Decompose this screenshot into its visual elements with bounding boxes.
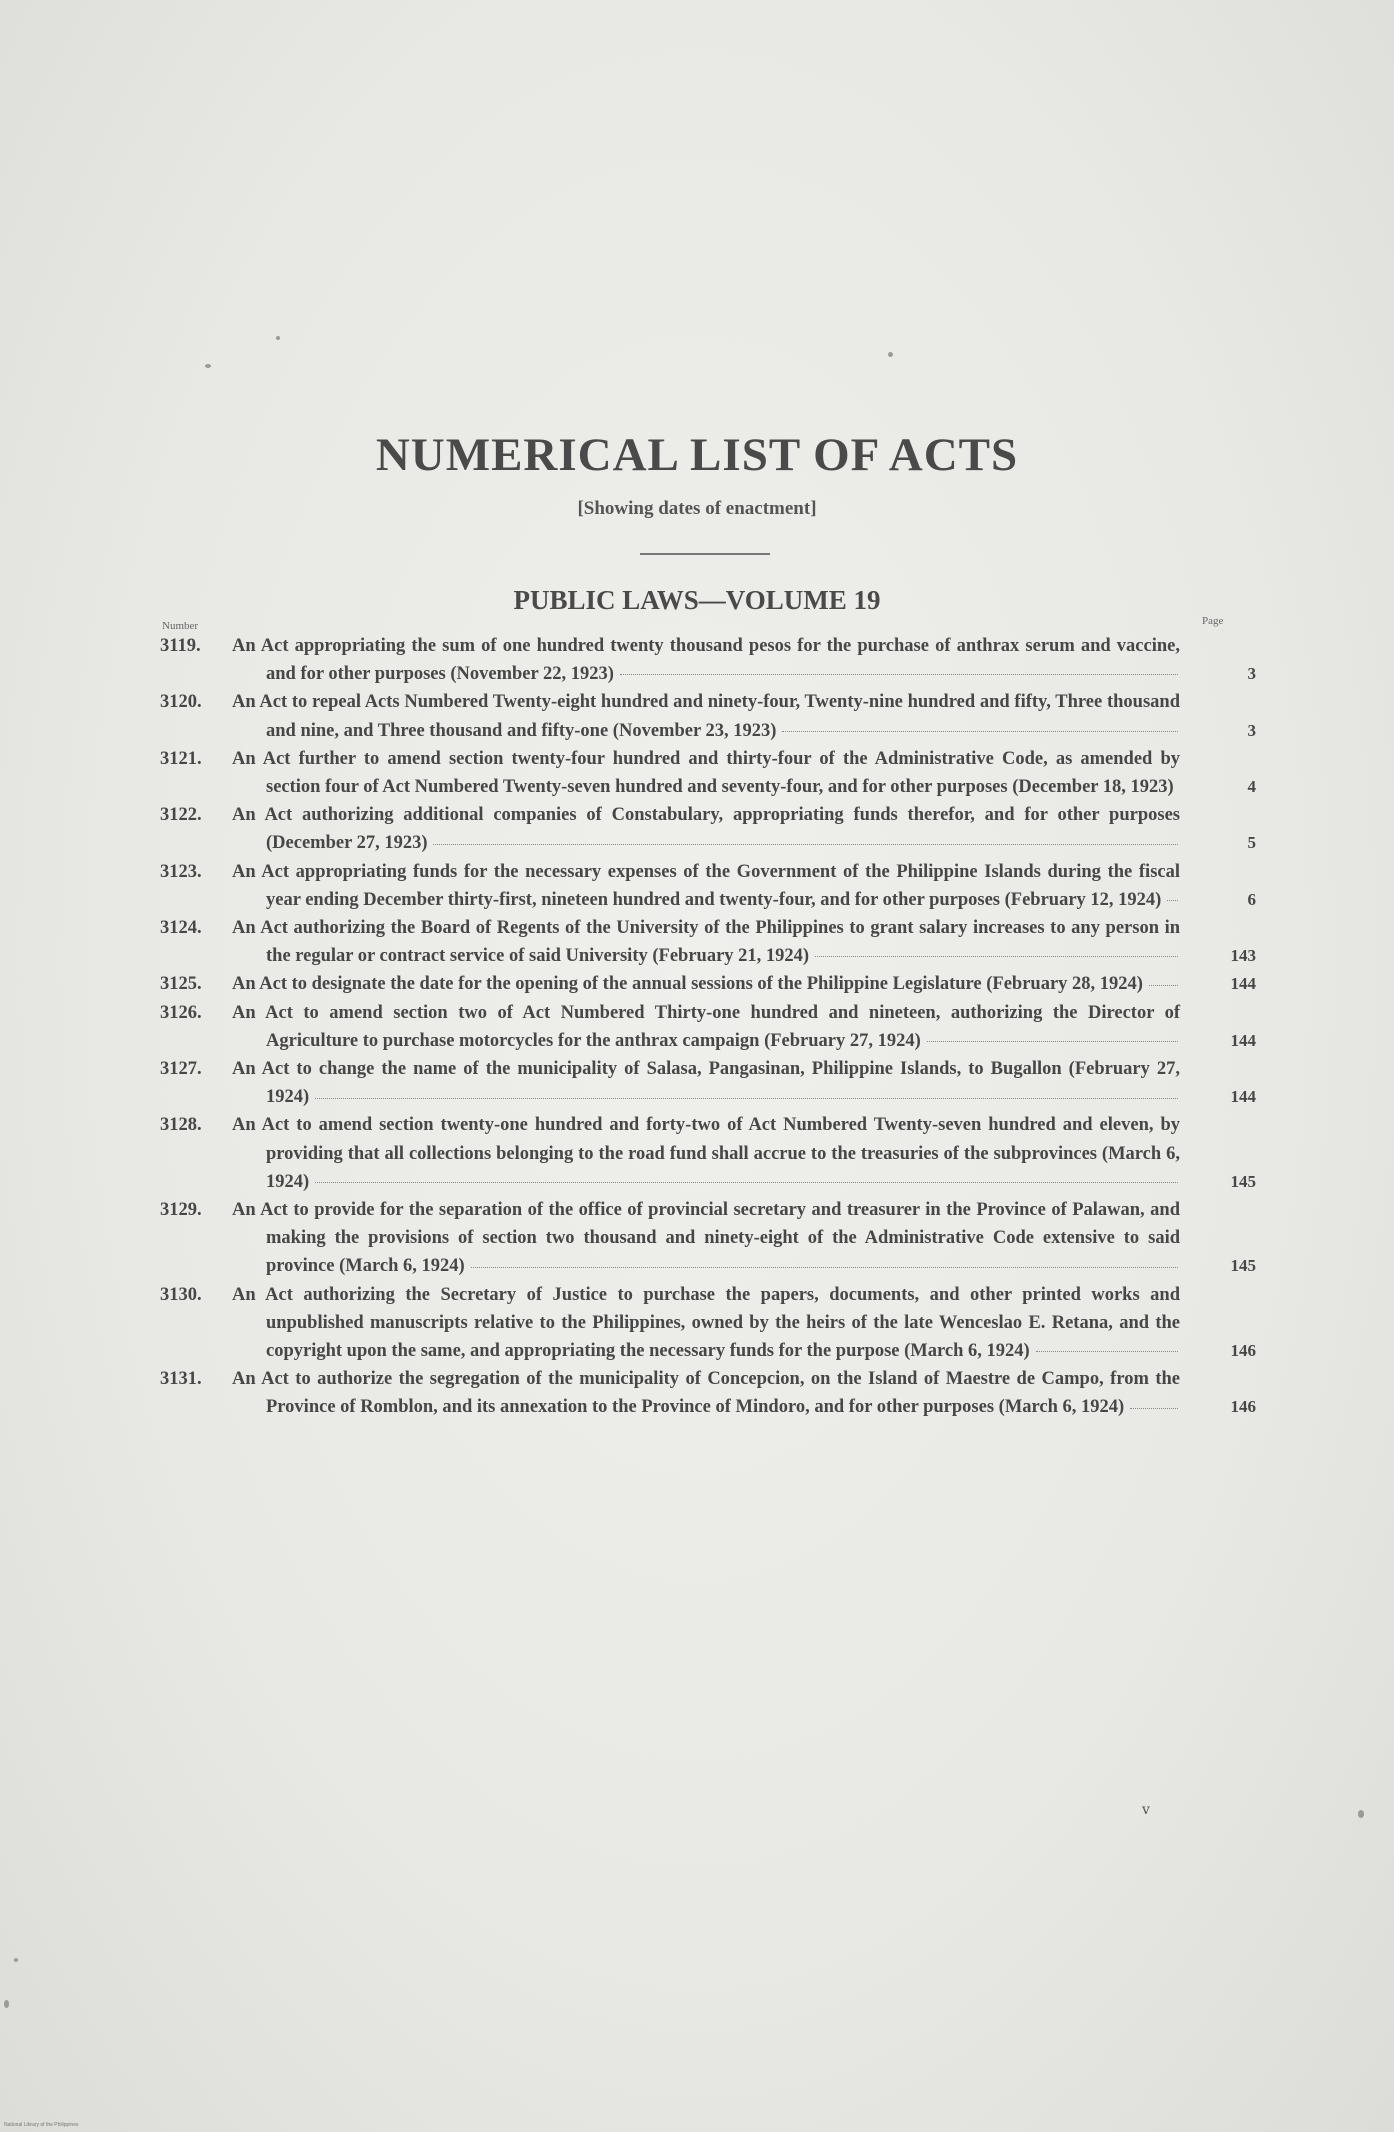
act-description-text: An Act further to amend section twenty-four hundred and thirty-four of the Administrative Code, as amended by section four of Act Numbered Twenty-seven hundred and seventy-four, and for other purposes (December 18, 1923) bbox=[232, 748, 1180, 798]
act-description bbox=[232, 745, 1250, 801]
act-description bbox=[232, 1365, 1250, 1421]
act-description-text: An Act to repeal Acts Numbered Twenty-eight hundred and ninety-four, Twenty-nine hundred and fifty, Three thousand and nine, and Three thousand and fifty-one (November 23, 1923) bbox=[232, 692, 1180, 741]
act-entry bbox=[160, 858, 1260, 914]
act-entry bbox=[160, 914, 1260, 970]
act-number: 3125. bbox=[160, 974, 202, 995]
act-page-number: 3 bbox=[1247, 664, 1256, 684]
paper-speck bbox=[888, 352, 893, 357]
leader-dots bbox=[927, 1041, 1178, 1042]
act-description bbox=[232, 970, 1250, 998]
act-entry bbox=[160, 1055, 1260, 1111]
act-page-number: 4 bbox=[1247, 777, 1256, 797]
act-page-number: 144 bbox=[1230, 1030, 1256, 1050]
act-entry bbox=[160, 970, 1260, 998]
act-page-number: 6 bbox=[1247, 889, 1256, 909]
act-description-text: An Act appropriating the sum of one hundred twenty thousand pesos for the purchase of anthrax serum and vaccine, and for other purposes (November 22, 1923) bbox=[232, 636, 1180, 685]
act-number: 3130. bbox=[160, 1284, 202, 1305]
leader-dots bbox=[1036, 1351, 1178, 1352]
act-description-text: An Act to designate the date for the opening of the annual sessions of the Philippine Legislature (February 28, 1924) bbox=[232, 974, 1143, 995]
acts-list bbox=[160, 632, 1260, 1422]
act-description-text: An Act authorizing additional companies of Constabulary, appropriating funds therefor, and for other purposes (December 27, 1923) bbox=[232, 805, 1180, 854]
act-entry bbox=[160, 632, 1260, 688]
act-entry bbox=[160, 1365, 1260, 1421]
act-entry bbox=[160, 1196, 1260, 1281]
act-number: 3123. bbox=[160, 861, 202, 882]
act-description-text: An Act to amend section twenty-one hundred and forty-two of Act Numbered Twenty-seven hundred and eleven, by providing that all collections belonging to the road fund shall accrue to the treasuries of the subprovinces (March 6, 1924) bbox=[232, 1115, 1180, 1192]
leader-dots bbox=[471, 1267, 1178, 1268]
act-description-text: An Act to amend section two of Act Numbered Thirty-one hundred and nineteen, authorizing the Director of Agriculture to purchase motorcycles for the anthrax campaign (February 27, 1924) bbox=[232, 1002, 1180, 1051]
act-number: 3124. bbox=[160, 918, 202, 939]
act-number: 3120. bbox=[160, 692, 202, 713]
paper-speck bbox=[205, 364, 211, 368]
act-description bbox=[232, 801, 1250, 857]
page-title: NUMERICAL LIST OF ACTS bbox=[375, 429, 1019, 481]
act-description bbox=[232, 999, 1250, 1055]
act-number: 3127. bbox=[160, 1059, 202, 1080]
act-description bbox=[232, 1055, 1250, 1111]
column-header-page: Page bbox=[1202, 615, 1224, 627]
act-description-text: An Act appropriating funds for the necessary expenses of the Government of the Philippine Islands during the fiscal year ending December thirty-first, nineteen hundred and twenty-four, and for other purposes (February 12, 1924) bbox=[232, 861, 1180, 910]
leader-dots bbox=[1167, 900, 1178, 901]
act-description-text: An Act to provide for the separation of the office of provincial secretary and treasurer in the Province of Palawan, and making the provisions of section two thousand and ninety-eight of the Administrative Code extensive to said province (March 6, 1924) bbox=[232, 1200, 1180, 1277]
volume-heading: PUBLIC LAWS—VOLUME 19 bbox=[513, 585, 881, 615]
act-page-number: 144 bbox=[1230, 1087, 1256, 1107]
act-description bbox=[232, 914, 1250, 970]
act-page-number: 146 bbox=[1230, 1397, 1256, 1417]
leader-dots bbox=[782, 731, 1178, 732]
archive-fine-print: National Library of the Philippines bbox=[4, 2122, 79, 2128]
act-description bbox=[232, 858, 1250, 914]
act-description bbox=[232, 1111, 1250, 1196]
act-description-text: An Act authorizing the Secretary of Justice to purchase the papers, documents, and other printed works and unpublished manuscripts relative to the Philippines, owned by the heirs of the late Wenceslao E. Retana, and the copyright upon the same, and appropriating the necessary funds for the purpose (March 6, 1924) bbox=[232, 1284, 1180, 1362]
leader-dots bbox=[315, 1098, 1178, 1099]
leader-dots bbox=[1149, 985, 1178, 986]
leader-dots bbox=[1130, 1408, 1178, 1409]
leader-dots bbox=[620, 674, 1178, 675]
act-page-number: 3 bbox=[1247, 720, 1256, 740]
act-description bbox=[232, 1196, 1250, 1281]
act-page-number: 146 bbox=[1230, 1341, 1256, 1361]
column-header-number: Number bbox=[162, 620, 199, 632]
act-number: 3122. bbox=[160, 805, 202, 826]
leader-dots bbox=[433, 844, 1178, 845]
paper-speck bbox=[276, 336, 280, 340]
act-page-number: 143 bbox=[1230, 946, 1256, 966]
act-description-text: An Act to authorize the segregation of the municipality of Concepcion, on the Island of Maestre de Campo, from the Province of Romblon, and its annexation to the Province of Mindoro, and for other purposes (March 6, 1924) bbox=[232, 1369, 1180, 1418]
act-entry bbox=[160, 745, 1260, 801]
act-page-number: 145 bbox=[1230, 1171, 1256, 1191]
act-description bbox=[232, 1281, 1250, 1366]
act-entry bbox=[160, 1111, 1260, 1196]
act-number: 3126. bbox=[160, 1002, 202, 1023]
act-description-text: An Act to change the name of the municipality of Salasa, Pangasinan, Philippine Islands, to Bugallon (February 27, 1924) bbox=[232, 1059, 1180, 1108]
act-page-number: 5 bbox=[1247, 833, 1256, 853]
act-number: 3121. bbox=[160, 748, 202, 769]
paper-speck bbox=[1358, 1810, 1364, 1818]
paper-speck bbox=[4, 2000, 9, 2008]
act-page-number: 145 bbox=[1230, 1256, 1256, 1276]
act-entry bbox=[160, 688, 1260, 744]
leader-dots bbox=[315, 1182, 1178, 1183]
act-number: 3131. bbox=[160, 1369, 202, 1390]
act-entry bbox=[160, 1281, 1260, 1366]
act-number: 3129. bbox=[160, 1200, 202, 1221]
page-subtitle: [Showing dates of enactment] bbox=[577, 498, 817, 519]
leader-dots bbox=[815, 956, 1178, 957]
page-number-mark: v bbox=[1142, 1802, 1150, 1818]
act-entry bbox=[160, 801, 1260, 857]
act-number: 3128. bbox=[160, 1115, 202, 1136]
act-entry bbox=[160, 999, 1260, 1055]
act-number: 3119. bbox=[160, 636, 201, 656]
paper-speck bbox=[14, 1958, 18, 1962]
title-divider bbox=[640, 553, 770, 555]
act-description-text: An Act authorizing the Board of Regents of the University of the Philippines to grant salary increases to any person in the regular or contract service of said University (February 21, 1924) bbox=[232, 918, 1180, 967]
act-description bbox=[232, 632, 1250, 688]
act-page-number: 144 bbox=[1230, 974, 1256, 994]
act-description bbox=[232, 688, 1250, 744]
